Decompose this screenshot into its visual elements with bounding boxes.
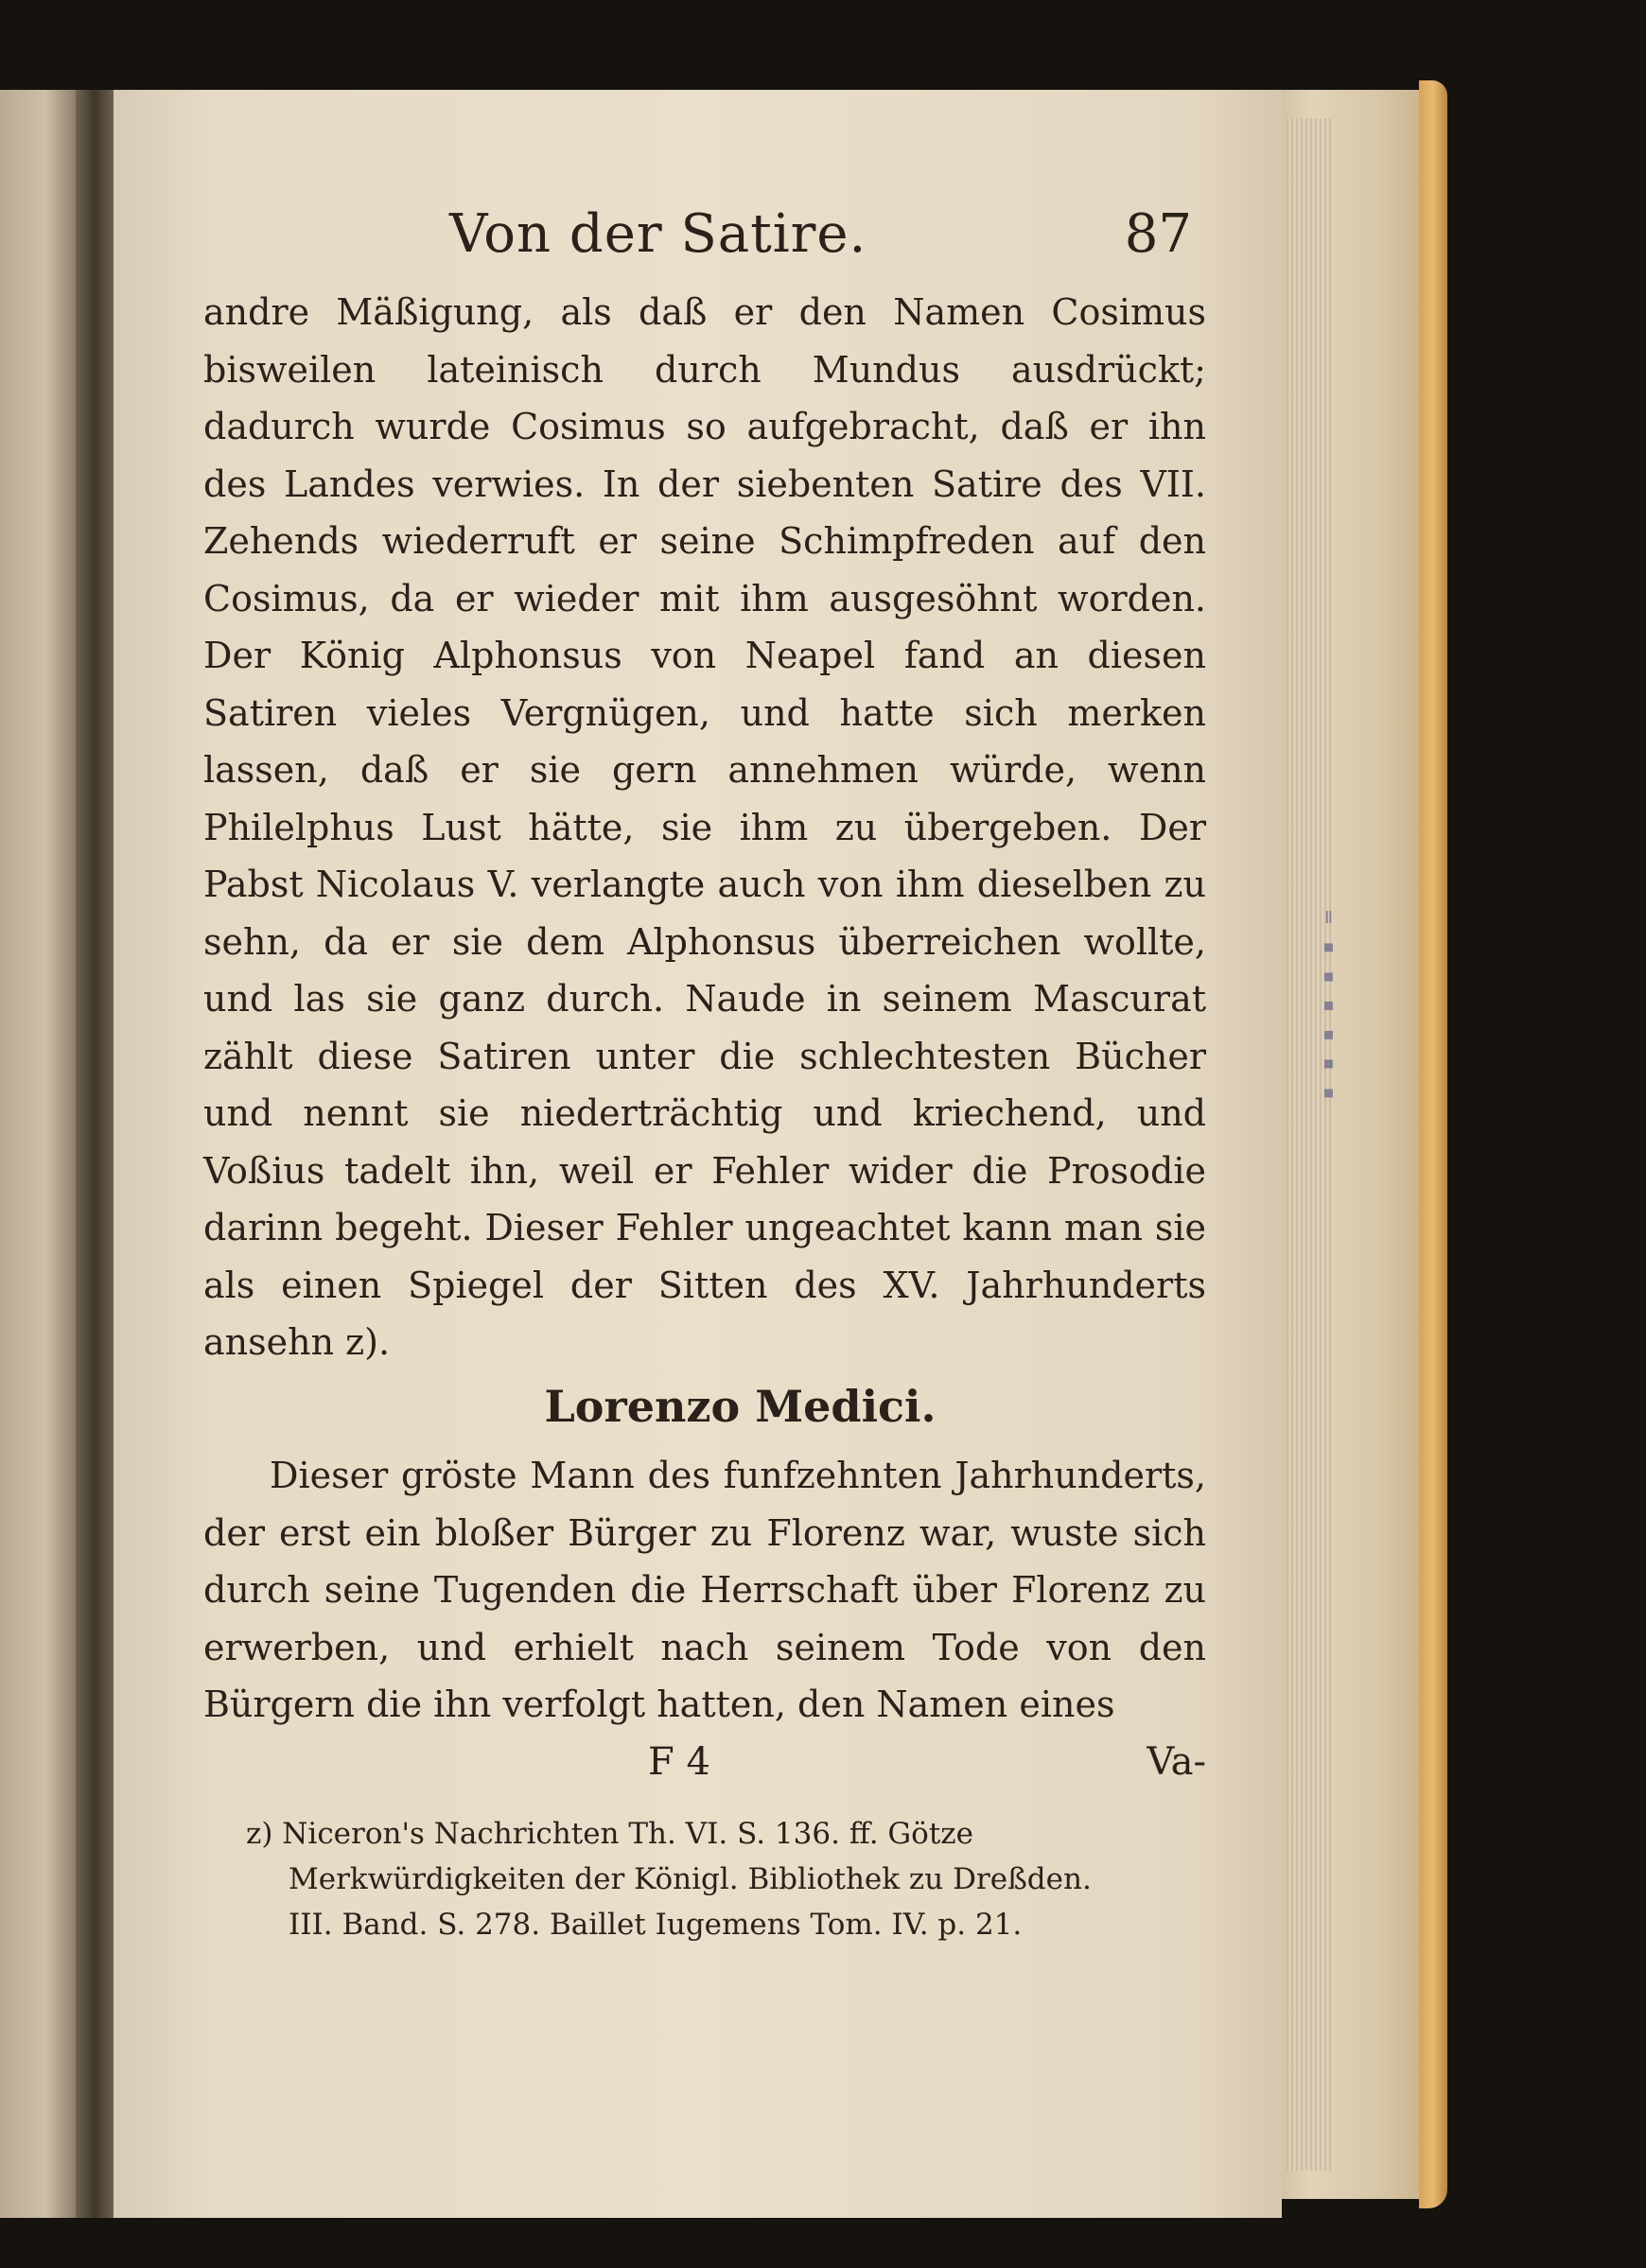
book-gutter: [76, 90, 114, 2218]
left-page-edge: [0, 90, 76, 2218]
catchword: Va-: [1147, 1740, 1206, 1784]
section-heading-text: Lorenzo Medici.: [544, 1381, 937, 1432]
page-number: 87: [1124, 203, 1192, 265]
section-heading: [114, 1381, 1282, 1432]
paragraph-1: andre Mäßigung, als daß er den Namen Cosimus bisweilen lateinisch durch Mundus ausdrückt; dadurch wurde Cosimus so aufgebracht, daß er ihn des Landes verwies. In der siebenten Satire des VII. Zehends wiederruft er seine Schimpfreden auf den Cosimus, da er wieder mit ihm ausgesöhnt worden. Der König Alphonsus von Neapel fand an diesen Satiren vieles Vergnügen, und hatte sich merken lassen, daß er sie gern annehmen würde, wenn Philelphus Lust hätte, sie ihm zu übergeben. Der Pabst Nicolaus V. verlangte auch von ihm dieselben zu sehn, da er sie dem Alphonsus überreichen wollte, und las sie ganz durch. Naude in seinem Mascurat zählt diese Satiren unter die schlechtesten Bücher und nennt sie niederträchtig und kriechend, und Voßius tadelt ihn, weil er Fehler wider die Prosodie darinn begeht. Dieser Fehler ungeachtet kann man sie als einen Spiegel der Sitten des XV. Jahrhunderts ansehn z).: [203, 291, 1206, 1363]
paragraph-2: Dieser gröste Mann des funfzehnten Jahrhunderts, der erst ein bloßer Bürger zu Florenz war, wuste sich durch seine Tugenden die Herrschaft über Florenz zu erwerben, und erhielt nach seinem Tode von den Bürgern die ihn verfolgt hatten, den Namen eines: [203, 1455, 1206, 1725]
cover-edge: [1419, 80, 1447, 2208]
running-title: Von der Satire.: [449, 203, 867, 265]
signature-line: [114, 1740, 1282, 1797]
running-head: [114, 203, 1282, 288]
printer-signature: F 4: [648, 1740, 710, 1784]
footnote: [246, 1811, 1206, 1947]
footnote-line-2: Merkwürdigkeiten der Königl. Bibliothek zu Dreßden.: [289, 1862, 1092, 1896]
library-stamp-image: Ⅱ ▪ ▪ ▪ ▪ ▪ ▪: [1319, 908, 1339, 1105]
footnote-line-1: z) Niceron's Nachrichten Th. VI. S. 136. ff. Götze: [246, 1817, 973, 1851]
book-page: [114, 90, 1282, 2218]
footnote-line-3: III. Band. S. 278. Baillet Iugemens Tom. IV. p. 21.: [289, 1908, 1023, 1942]
